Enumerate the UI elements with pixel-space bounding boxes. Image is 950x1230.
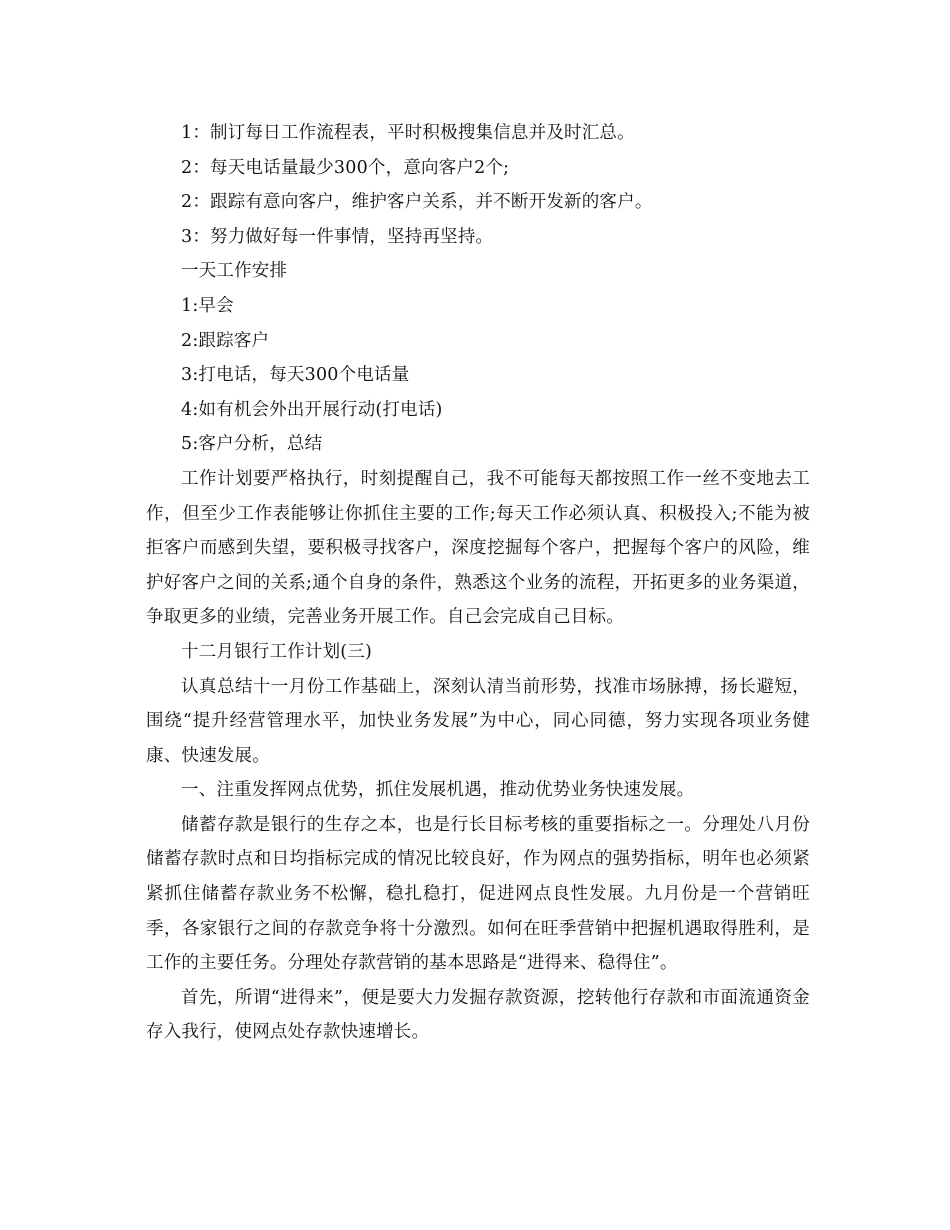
schedule-item-5: 5:客户分析，总结 — [181, 434, 323, 455]
paragraph-summary: 认真总结十一月份工作基础上，深刻认清当前形势，找准市场脉搏，扬长避短，围绕“提升经营管理水平，加快业务发展”为中心，同心同德，努力实现各项业务健康、快速发展。 — [146, 676, 810, 766]
paragraph-1: 1：制订每日工作流程表，平时积极搜集信息并及时汇总。 — [181, 123, 635, 143]
paragraph-4: 3：努力做好每一件事情，坚持再坚持。 — [181, 226, 494, 247]
paragraph-savings-deposits: 储蓄存款是银行的生存之本，也是行长目标考核的重要指标之一。分理处八月份储蓄存款时点和日均指标完成的情况比较良好，作为网点的强势指标，明年也必须紧紧抓住储蓄存款业务不松懈，稳扎稳打，促进网点良性发展。九月份是一个营销旺季，各家银行之间的存款竞争将十分激烈。如何在旺季营销中把握机遇取得胜利，是工作的主要任务。分理处存款营销的基本思路是“进得来、稳得住”。 — [146, 814, 810, 974]
schedule-item-3: 3:打电话，每天300个电话量 — [181, 365, 410, 386]
schedule-item-1: 1:早会 — [181, 295, 234, 316]
schedule-item-2: 2:跟踪客户 — [181, 330, 270, 351]
section-heading-network-advantage: 一、注重发挥网点优势，抓住发展机遇，推动优势业务快速发展。 — [181, 780, 695, 801]
paragraph-3: 2：跟踪有意向客户，维护客户关系，并不断开发新的客户。 — [181, 192, 653, 213]
paragraph-2: 2：每天电话量最少300个，意向客户2个; — [181, 157, 510, 178]
section-heading-daily-schedule: 一天工作安排 — [181, 261, 288, 282]
paragraph-plan-execution: 工作计划要严格执行，时刻提醒自己，我不可能每天都按照工作一丝不变地去工作，但至少工作表能够让你抓住主要的工作;每天工作必须认真、积极投入;不能为被拒客户而感到失望，要积极寻找客户，深度挖掘每个客户，把握每个客户的风险，维护好客户之间的关系;通个自身的条件，熟悉这个业务的流程，开拓更多的业务渠道，争取更多的业绩，完善业务开展工作。自己会完成自己目标。 — [146, 468, 810, 628]
schedule-item-4: 4:如有机会外出开展行动(打电话) — [181, 399, 443, 420]
document-body — [146, 116, 810, 1050]
section-heading-december-plan: 十二月银行工作计划(三) — [181, 641, 373, 662]
paragraph-first-point: 首先，所谓“进得来”，便是要大力发掘存款资源，挖转他行存款和市面流通资金存入我行，使网点处存款快速增长。 — [146, 987, 810, 1043]
